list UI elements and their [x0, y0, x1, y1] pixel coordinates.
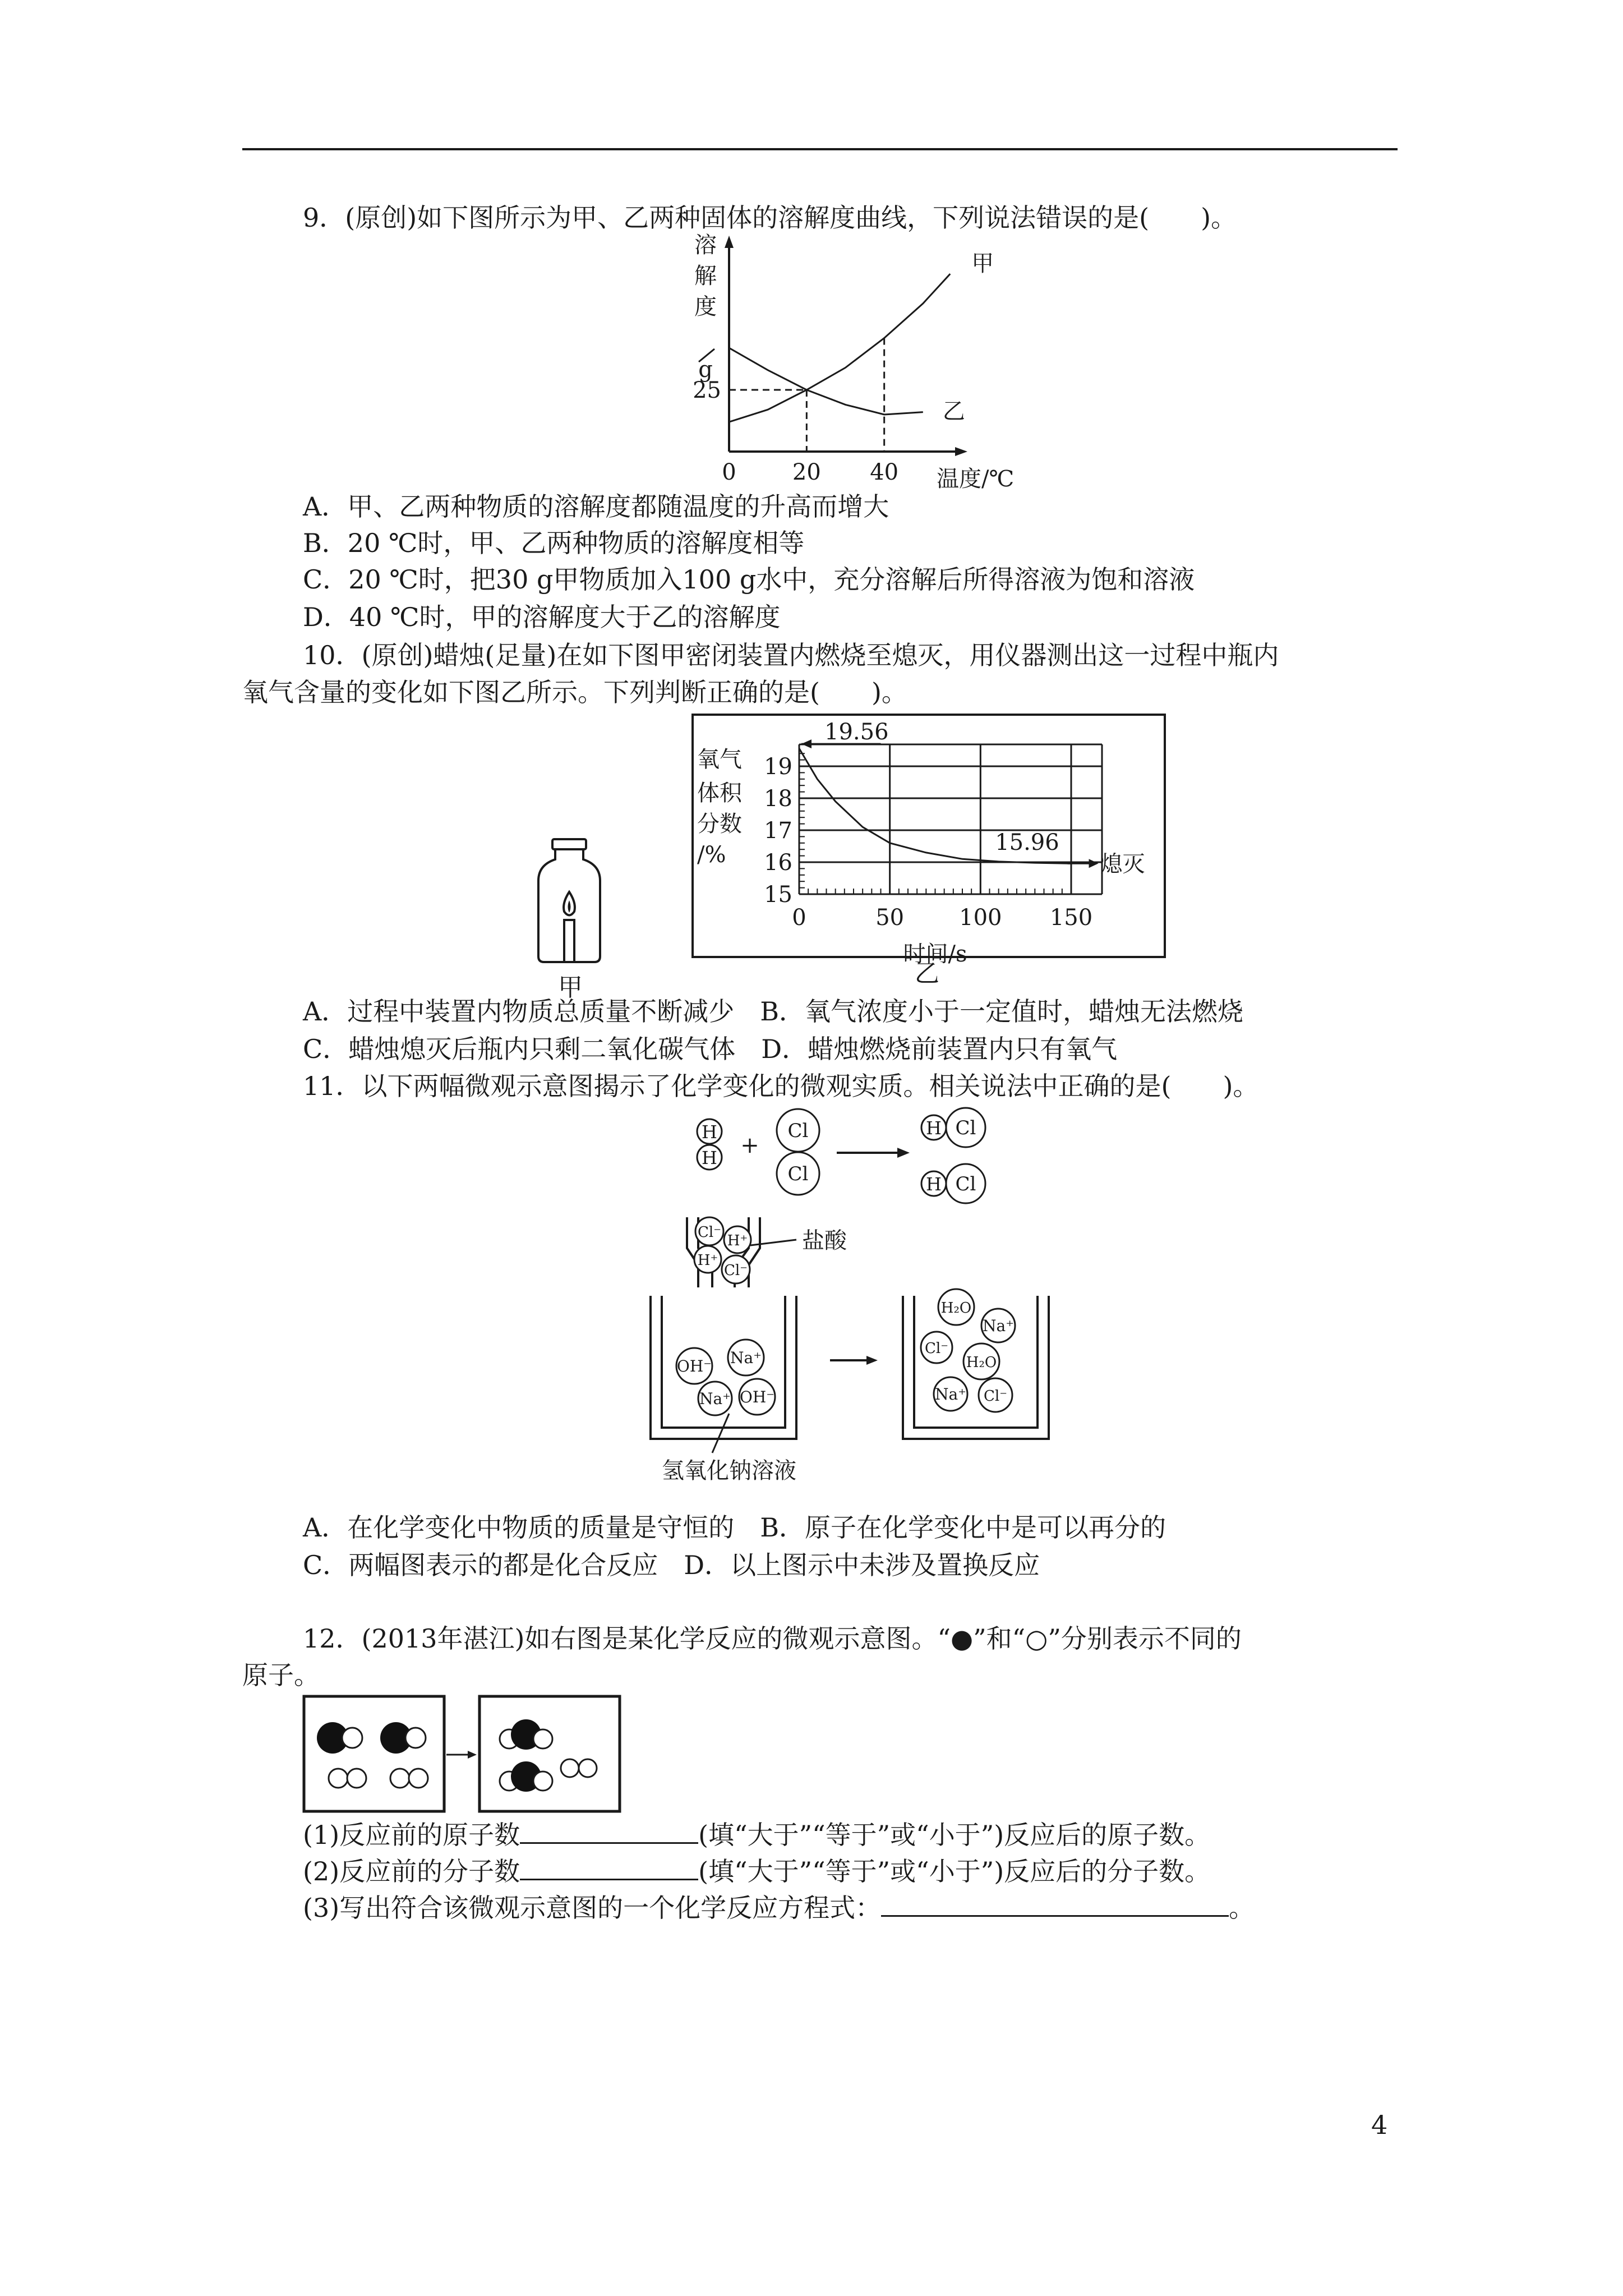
- q12-sub1: [303, 1819, 1210, 1851]
- q10-label-jia: 甲: [558, 973, 583, 1002]
- svg-text:Cl⁻: Cl⁻: [724, 1262, 748, 1279]
- q12-sub3: [303, 1892, 1255, 1924]
- svg-text:Cl: Cl: [787, 1120, 809, 1142]
- q12-sub3-prefix: (3)写出符合该微观示意图的一个化学反应方程式：: [303, 1893, 882, 1923]
- hcl-molecule: [921, 1164, 985, 1203]
- svg-text:Na⁺: Na⁺: [730, 1349, 762, 1367]
- q10-ylabel-part: 氧气: [697, 747, 742, 772]
- plus-sign: +: [740, 1133, 759, 1158]
- q9-xtick: 20: [792, 459, 821, 485]
- q12-sub2-answer-blank[interactable]: [520, 1858, 698, 1880]
- candle: [564, 920, 574, 962]
- hcl-pointer: [750, 1240, 796, 1245]
- q10-xtick: 100: [959, 905, 1002, 931]
- naoh-pointer: [712, 1414, 729, 1453]
- h2-molecule: [697, 1119, 722, 1170]
- cl2-molecule: [777, 1109, 819, 1195]
- svg-text:Na⁺: Na⁺: [699, 1389, 731, 1408]
- reactant-molecules: [317, 1722, 428, 1788]
- q11-options-line1: A．在化学变化中物质的质量是守恒的 B．原子在化学变化中是可以再分的: [303, 1512, 1166, 1543]
- q9-option-d: D．40 ℃时，甲的溶解度大于乙的溶解度: [303, 602, 781, 632]
- svg-text:Cl: Cl: [787, 1163, 809, 1185]
- q12-sub1-prefix: (1)反应前的原子数: [303, 1820, 520, 1850]
- q9-stem: 9．(原创)如下图所示为甲、乙两种固体的溶解度曲线，下列说法错误的是( )。: [303, 203, 1237, 233]
- q12-sub3-answer-blank[interactable]: [881, 1895, 1229, 1917]
- q11-options-line2: C．两幅图表示的都是化合反应 D．以上图示中未涉及置换反应: [303, 1550, 1040, 1580]
- q10-options-line1: A．过程中装置内物质总质量不断减少 B．氧气浓度小于一定值时，蜡烛无法燃烧: [303, 996, 1244, 1027]
- hcl-ions: [694, 1217, 751, 1283]
- q12-before-box: [304, 1696, 444, 1811]
- svg-text:H₂O: H₂O: [940, 1300, 972, 1317]
- svg-text:Cl⁻: Cl⁻: [925, 1340, 948, 1357]
- q10-start-arrowhead: [801, 739, 811, 748]
- q9-ylabel-char: 解: [694, 263, 717, 289]
- svg-text:OH⁻: OH⁻: [739, 1388, 775, 1406]
- svg-text:Cl⁻: Cl⁻: [698, 1224, 721, 1241]
- naoh-ions: [676, 1340, 775, 1415]
- q10-end-arrowhead: [1089, 859, 1099, 868]
- q9-option-a: A．甲、乙两种物质的溶解度都随温度的升高而增大: [303, 491, 889, 522]
- q11-reaction-diagram: [690, 1108, 1038, 1220]
- q9-label-jia: 甲: [971, 251, 994, 277]
- q12-sub2-prefix: (2)反应前的分子数: [303, 1856, 520, 1887]
- q9-solubility-chart: [690, 230, 1015, 494]
- q12-after-box: [479, 1696, 620, 1811]
- hcl-molecule: [921, 1108, 985, 1147]
- q12-stem-line2: 原子。: [242, 1660, 320, 1690]
- q12-sub2: [303, 1856, 1210, 1887]
- header-rule: [242, 148, 1398, 150]
- q10-xlabel: 时间/s: [903, 941, 967, 967]
- q9-ylabel-char: 度: [694, 294, 717, 320]
- q12-reaction-diagram: [302, 1694, 627, 1818]
- q10-stem-line2: 氧气含量的变化如下图乙所示。下列判断正确的是( )。: [242, 677, 907, 707]
- q10-ytick: 16: [764, 850, 792, 876]
- q10-options-line2: C．蜡烛熄灭后瓶内只剩二氧化碳气体 D．蜡烛燃烧前装置内只有氧气: [303, 1034, 1118, 1064]
- label-hydrochloric-acid: 盐酸: [802, 1228, 847, 1254]
- svg-text:H₂O: H₂O: [966, 1354, 997, 1371]
- svg-text:Na⁺: Na⁺: [983, 1317, 1014, 1335]
- q12-sub3-suffix: 。: [1229, 1893, 1255, 1923]
- q9-xtick: 0: [722, 459, 736, 485]
- svg-text:OH⁻: OH⁻: [676, 1357, 712, 1375]
- q10-oxygen-chart: [691, 714, 1166, 994]
- q10-ylabel-part: /%: [697, 842, 726, 868]
- svg-text:H⁺: H⁺: [727, 1232, 748, 1249]
- q9-option-c: C．20 ℃时，把30 g甲物质加入100 g水中，充分溶解后所得溶液为饱和溶液: [303, 564, 1195, 595]
- q10-bottle-apparatus: [527, 836, 611, 1004]
- svg-text:Cl: Cl: [955, 1117, 976, 1139]
- q9-xlabel: 温度/℃: [937, 466, 1015, 492]
- q9-ylabel-char: g: [698, 357, 713, 383]
- bottle-cap: [552, 839, 586, 849]
- q12-sub1-suffix: (填“大于”“等于”或“小于”)反应后的原子数。: [698, 1820, 1211, 1850]
- q9-label-yi: 乙: [942, 398, 965, 425]
- q10-annotation-extinguish: 熄灭: [1100, 851, 1145, 877]
- q9-xtick: 40: [870, 459, 899, 485]
- label-sodium-hydroxide: 氢氧化钠溶液: [662, 1458, 796, 1484]
- svg-text:Cl⁻: Cl⁻: [984, 1388, 1007, 1405]
- page-number: 4: [1371, 2110, 1388, 2140]
- q10-label-yi: 乙: [915, 959, 939, 988]
- q10-ytick: 18: [764, 786, 792, 812]
- svg-text:H: H: [702, 1121, 717, 1143]
- q9-ylabel: [694, 232, 717, 383]
- q10-xtick: 0: [792, 905, 806, 931]
- svg-text:Cl: Cl: [955, 1173, 976, 1195]
- svg-text:H: H: [926, 1117, 942, 1139]
- svg-text:H: H: [702, 1147, 717, 1168]
- q11-neutralization-diagram: [645, 1214, 1071, 1484]
- svg-text:H⁺: H⁺: [697, 1252, 718, 1269]
- q12-sub2-suffix: (填“大于”“等于”或“小于”)反应后的分子数。: [698, 1856, 1211, 1887]
- q10-ytick: 15: [764, 882, 792, 908]
- q12-stem-line1: 12．(2013年湛江)如右图是某化学反应的微观示意图。“●”和“○”分别表示不同的: [303, 1623, 1242, 1654]
- q11-stem: 11．以下两幅微观示意图揭示了化学变化的微观实质。相关说法中正确的是( )。: [303, 1071, 1259, 1101]
- q10-annotation-end: 15.96: [995, 830, 1059, 855]
- q9-x-arrow: [955, 447, 967, 456]
- q10-ytick: 17: [764, 818, 792, 844]
- q10-stem-line1: 10．(原创)蜡烛(足量)在如下图甲密闭装置内燃烧至熄灭，用仪器测出这一过程中瓶内: [303, 640, 1279, 670]
- product-ions: [921, 1289, 1015, 1412]
- q9-y-arrow: [725, 236, 734, 248]
- left-beaker: [651, 1296, 796, 1439]
- q10-ytick: 19: [764, 754, 792, 780]
- q9-option-b: B．20 ℃时，甲、乙两种物质的溶解度相等: [303, 528, 805, 558]
- q9-curve-甲: [729, 274, 950, 422]
- product-molecules: [500, 1719, 597, 1792]
- q10-xtick: 150: [1049, 905, 1093, 931]
- q10-ylabel-part: 分数: [697, 811, 742, 837]
- svg-text:H: H: [926, 1174, 942, 1195]
- q12-sub1-answer-blank[interactable]: [520, 1822, 698, 1844]
- q10-xtick: 50: [875, 905, 905, 931]
- q10-annotation-start: 19.56: [824, 719, 889, 746]
- svg-text:Na⁺: Na⁺: [935, 1385, 966, 1404]
- q9-ytick: 25: [693, 378, 721, 403]
- q9-ylabel-char: 溶: [694, 232, 717, 258]
- q10-ylabel-part: 体积: [697, 780, 742, 806]
- q9-curve-乙: [729, 348, 923, 415]
